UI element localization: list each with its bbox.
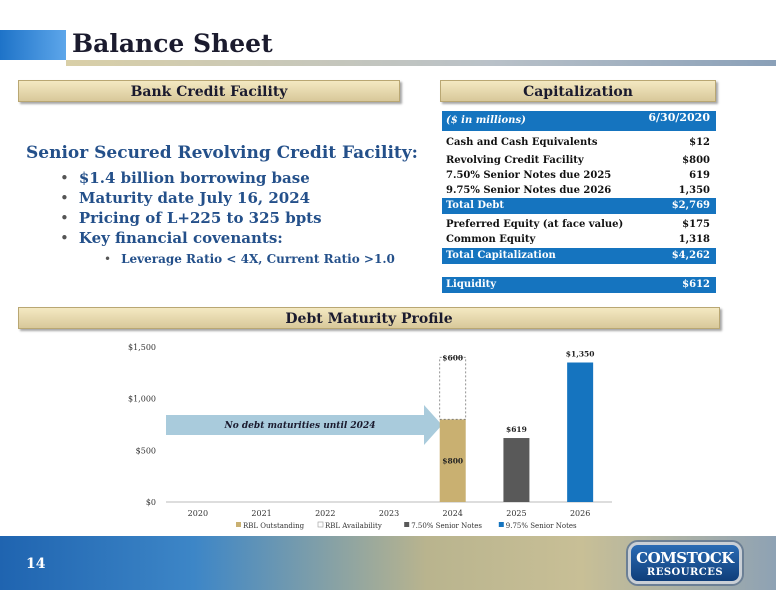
cap-row [442,153,716,169]
cap-row [442,217,716,233]
title-rule [66,60,776,66]
cap-row-label: Liquidity [446,279,497,290]
cap-row-value: 619 [689,170,710,181]
facility-sub-bullet: • Leverage Ratio < 4X, Current Ratio >1.0 [104,252,395,266]
logo-sub-text: RESOURCES [646,567,724,578]
cap-row-value: $12 [689,137,710,148]
x-tick-label: 2026 [569,509,591,518]
cap-row-value: $612 [682,279,710,290]
page-title: Balance Sheet [72,29,273,58]
cap-row-liquidity [442,277,716,293]
cap-row-label: 9.75% Senior Notes due 2026 [446,185,612,196]
cap-row-label: Cash and Cash Equivalents [446,137,598,148]
y-tick-label: $500 [135,446,156,456]
cap-row-total-debt [442,198,716,214]
bar [503,438,529,502]
y-tick-label: $0 [145,498,156,507]
cap-row-label: 7.50% Senior Notes due 2025 [446,170,612,181]
cap-row-label: Common Equity [446,234,536,245]
legend-label: 9.75% Senior Notes [505,522,577,530]
data-label: $600 [442,353,464,363]
cap-row-value: $800 [682,155,710,166]
data-label: $619 [505,425,527,435]
facility-bullet: • Maturity date July 16, 2024 [60,188,322,208]
y-tick-label: $1,500 [128,343,156,352]
data-label: $1,350 [565,349,595,359]
facility-bullet: • Pricing of L+225 to 325 bpts [60,208,322,228]
title-accent [0,30,66,60]
section-capitalization: Capitalization [440,80,716,102]
cap-table-header [442,111,716,131]
cap-row-value: 1,318 [678,234,710,245]
x-tick-label: 2024 [442,509,463,518]
title-bar [0,30,776,64]
x-tick-label: 2022 [315,509,336,518]
cap-row-label: Revolving Credit Facility [446,155,584,166]
company-logo [628,542,742,584]
cap-row [442,183,716,199]
bar [440,357,466,419]
facility-heading: Senior Secured Revolving Credit Facility: [26,143,418,163]
cap-row-value: $175 [682,219,710,230]
logo-main-text: COMSTOCK [636,549,734,567]
facility-bullet: • Key financial covenants: [60,228,322,248]
section-debt-maturity: Debt Maturity Profile [18,307,720,329]
cap-header-label: ($ in millions) [446,115,526,126]
cap-row [442,232,716,248]
x-tick-label: 2025 [506,509,527,518]
cap-row [442,135,716,151]
page-number: 14 [26,556,46,572]
cap-row-label: Preferred Equity (at face value) [446,219,624,230]
x-tick-label: 2020 [187,509,209,518]
bar [567,363,593,503]
cap-row-value: $2,769 [671,200,710,211]
legend-swatch [318,522,323,527]
legend-label: RBL Outstanding [243,522,305,530]
cap-header-date: 6/30/2020 [648,111,710,124]
data-label: $800 [442,456,464,466]
legend-label: RBL Availability [325,522,382,530]
legend-swatch [236,522,241,527]
cap-row-total-cap [442,248,716,264]
debt-maturity-chart [0,335,776,535]
legend-swatch [499,522,504,527]
facility-bullet: • $1.4 billion borrowing base [60,168,322,188]
cap-row [442,168,716,184]
facility-bullets [60,168,322,248]
x-tick-label: 2023 [378,509,400,518]
y-tick-label: $1,000 [128,394,156,404]
section-bank-credit: Bank Credit Facility [18,80,400,102]
cap-row-label: Total Capitalization [446,250,556,261]
legend-swatch [404,522,409,527]
legend-label: 7.50% Senior Notes [411,522,483,530]
cap-row-value: $4,262 [671,250,710,261]
cap-row-label: Total Debt [446,200,504,211]
x-tick-label: 2021 [251,509,272,518]
cap-row-value: 1,350 [678,185,710,196]
annotation-text: No debt maturities until 2024 [224,421,376,431]
